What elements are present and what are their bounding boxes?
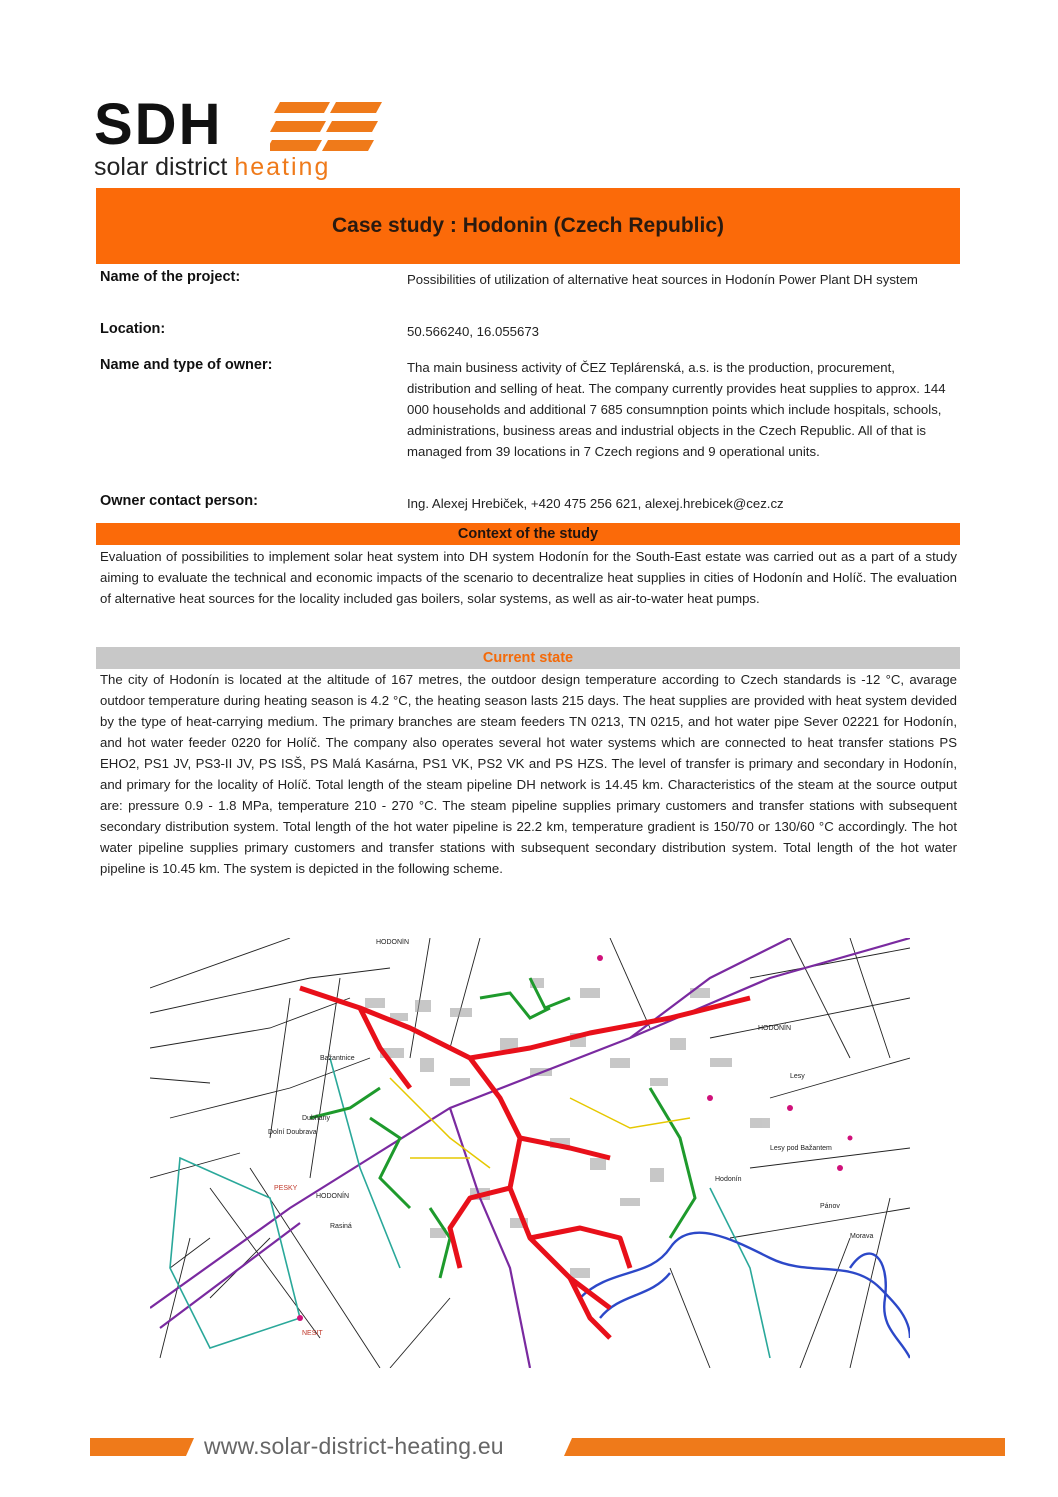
map-label: Hodonín	[715, 1176, 742, 1183]
map-label: Rasiná	[330, 1223, 352, 1230]
field-value: 50.566240, 16.055673	[407, 324, 540, 339]
field-location	[100, 321, 956, 343]
field-label: Name of the project:	[100, 269, 241, 285]
dh-network-map	[150, 938, 910, 1368]
map-label: Dubňany	[302, 1115, 331, 1122]
field-value: Possibilities of utilization of alternative heat sources in Hodonín Power Plant DH system	[407, 272, 918, 287]
field-value: Ing. Alexej Hrebiček, +420 475 256 621, alexej.hrebicek@cez.cz	[407, 496, 784, 511]
field-value: Tha main business activity of ČEZ Teplárenská, a.s. is the production, procurement, distribution and selling of heat. The company currently provides heat supplies to approx. 144 000 households and additional 7 685 consumnption points which include hospitals, schools, administrations, business areas and industrial objects in the Czech Republic. All of that is managed from 39 locations in 7 Czech regions and 9 operational units.	[407, 360, 946, 459]
title-banner	[96, 188, 960, 264]
map-label: HODONÍN	[758, 1025, 792, 1032]
field-label: Location:	[100, 321, 166, 337]
map-label: Lesy	[790, 1073, 805, 1080]
context-heading: Context of the study	[96, 523, 960, 545]
sdh-logo	[94, 92, 384, 187]
field-label: Owner contact person:	[100, 493, 258, 509]
map-label: Lesy pod Bažantem	[770, 1145, 832, 1152]
map-label: Pánov	[820, 1203, 840, 1210]
field-project-name	[100, 269, 956, 311]
current-state-paragraph: The city of Hodonín is located at the altitude of 167 metres, the outdoor design temperature according to Czech standards is -12 °C, avarage outdoor temperature during heating season is 4.2 °C, the heating season lasts 215 days. The heat supplies are provided with heat system devided by the type of heat-carrying medium. The primary branches are steam feeders TN 0213, TN 0215, and hot water pipe Sever 02221 for Hodonín, and hot water feeder 0220 for Holíč. The company also operates several hot water systems which are connected to heat transfer stations PS EHO2, PS1 JV, PS3-II JV, PS ISŠ, PS Malá Kasárna, PS1 VK, PS2 VK and PS HZS. The level of transfer is primary and secondary in Hodonín, and primary for the locality of Holíč. Total length of the steam pipeline DH network is 14.45 km. Characteristics of the steam at the source output are: pressure 0.9 - 1.8 MPa, temperature 210 - 270 °C. The steam pipeline supplies primary customers and transfer stations with subsequent secondary distribution system. Total length of the hot water pipeline is 22.2 km, temperature gradient is 150/70 or 130/60 °C accordingly. The hot water pipeline supplies primary customers and transfer stations with subsequent secondary distribution system. Total length of the hot water pipeline is 10.45 km. The system is depicted in the following scheme.	[100, 672, 957, 876]
field-label: Name and type of owner:	[100, 357, 273, 373]
map-label: PESKY	[274, 1185, 298, 1192]
context-paragraph: Evaluation of possibilities to implement solar heat system into DH system Hodonín for the South-East estate was carried out as a part of a study aiming to evaluate the technical and economic impacts of the scenario to decentralize heat supplies in cities of Hodonín and Holíč. The evaluation of alternative heat sources for the locality included gas boilers, solar systems, as well as air-to-water heat pumps.	[100, 549, 957, 606]
logo-tagline	[94, 152, 330, 182]
map-label: HODONÍN	[376, 939, 410, 946]
map-label: Bažantnice	[320, 1055, 355, 1062]
footer-url-link[interactable]: www.solar-district-heating.eu	[204, 1433, 504, 1459]
field-owner	[100, 357, 956, 483]
map-label: Dolní Doubrava	[268, 1129, 317, 1136]
logo-wordmark: SDH	[94, 92, 223, 157]
footer-stripes	[0, 1430, 1058, 1466]
map-label: HODONÍN	[316, 1193, 350, 1200]
field-contact	[100, 493, 956, 515]
page-title: Case study : Hodonin (Czech Republic)	[331, 214, 725, 237]
map-drawing	[150, 938, 910, 1368]
page-footer	[0, 1430, 1058, 1466]
map-label: Morava	[850, 1233, 874, 1240]
logo-stripes-icon	[270, 102, 382, 152]
logo-tagline-dark: solar district	[94, 153, 228, 181]
map-label: NESIT	[302, 1330, 323, 1337]
logo-tagline-orange: heating	[234, 153, 331, 181]
current-state-heading: Current state	[96, 647, 960, 669]
